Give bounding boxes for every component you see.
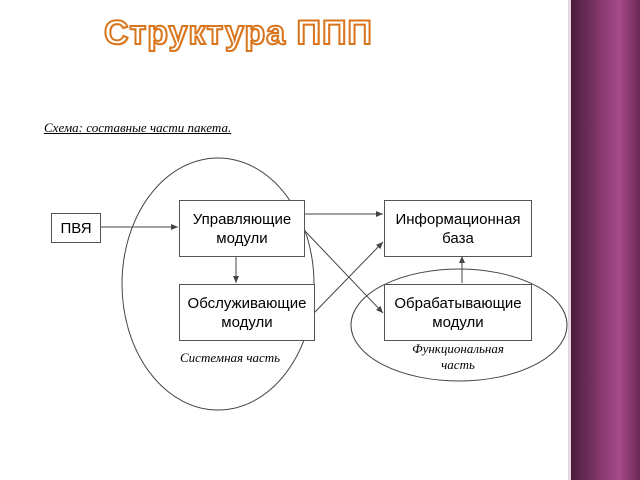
info-base-box: Информационная база [384,200,532,257]
processing-modules-box: Обрабатывающие модули [384,284,532,341]
arrow-control-to-processing [304,230,383,313]
system-part-label: Системная часть [180,350,281,365]
slide-title: Структура ППП [104,14,373,52]
control-modules-box: Управляющие модули [179,200,305,257]
functional-part-label: Функциональная часть [412,341,504,372]
service-modules-box: Обслуживающие модули [179,284,315,341]
pvya-box: ПВЯ [51,213,101,243]
diagram-caption: Схема: составные части пакета. [44,120,232,135]
